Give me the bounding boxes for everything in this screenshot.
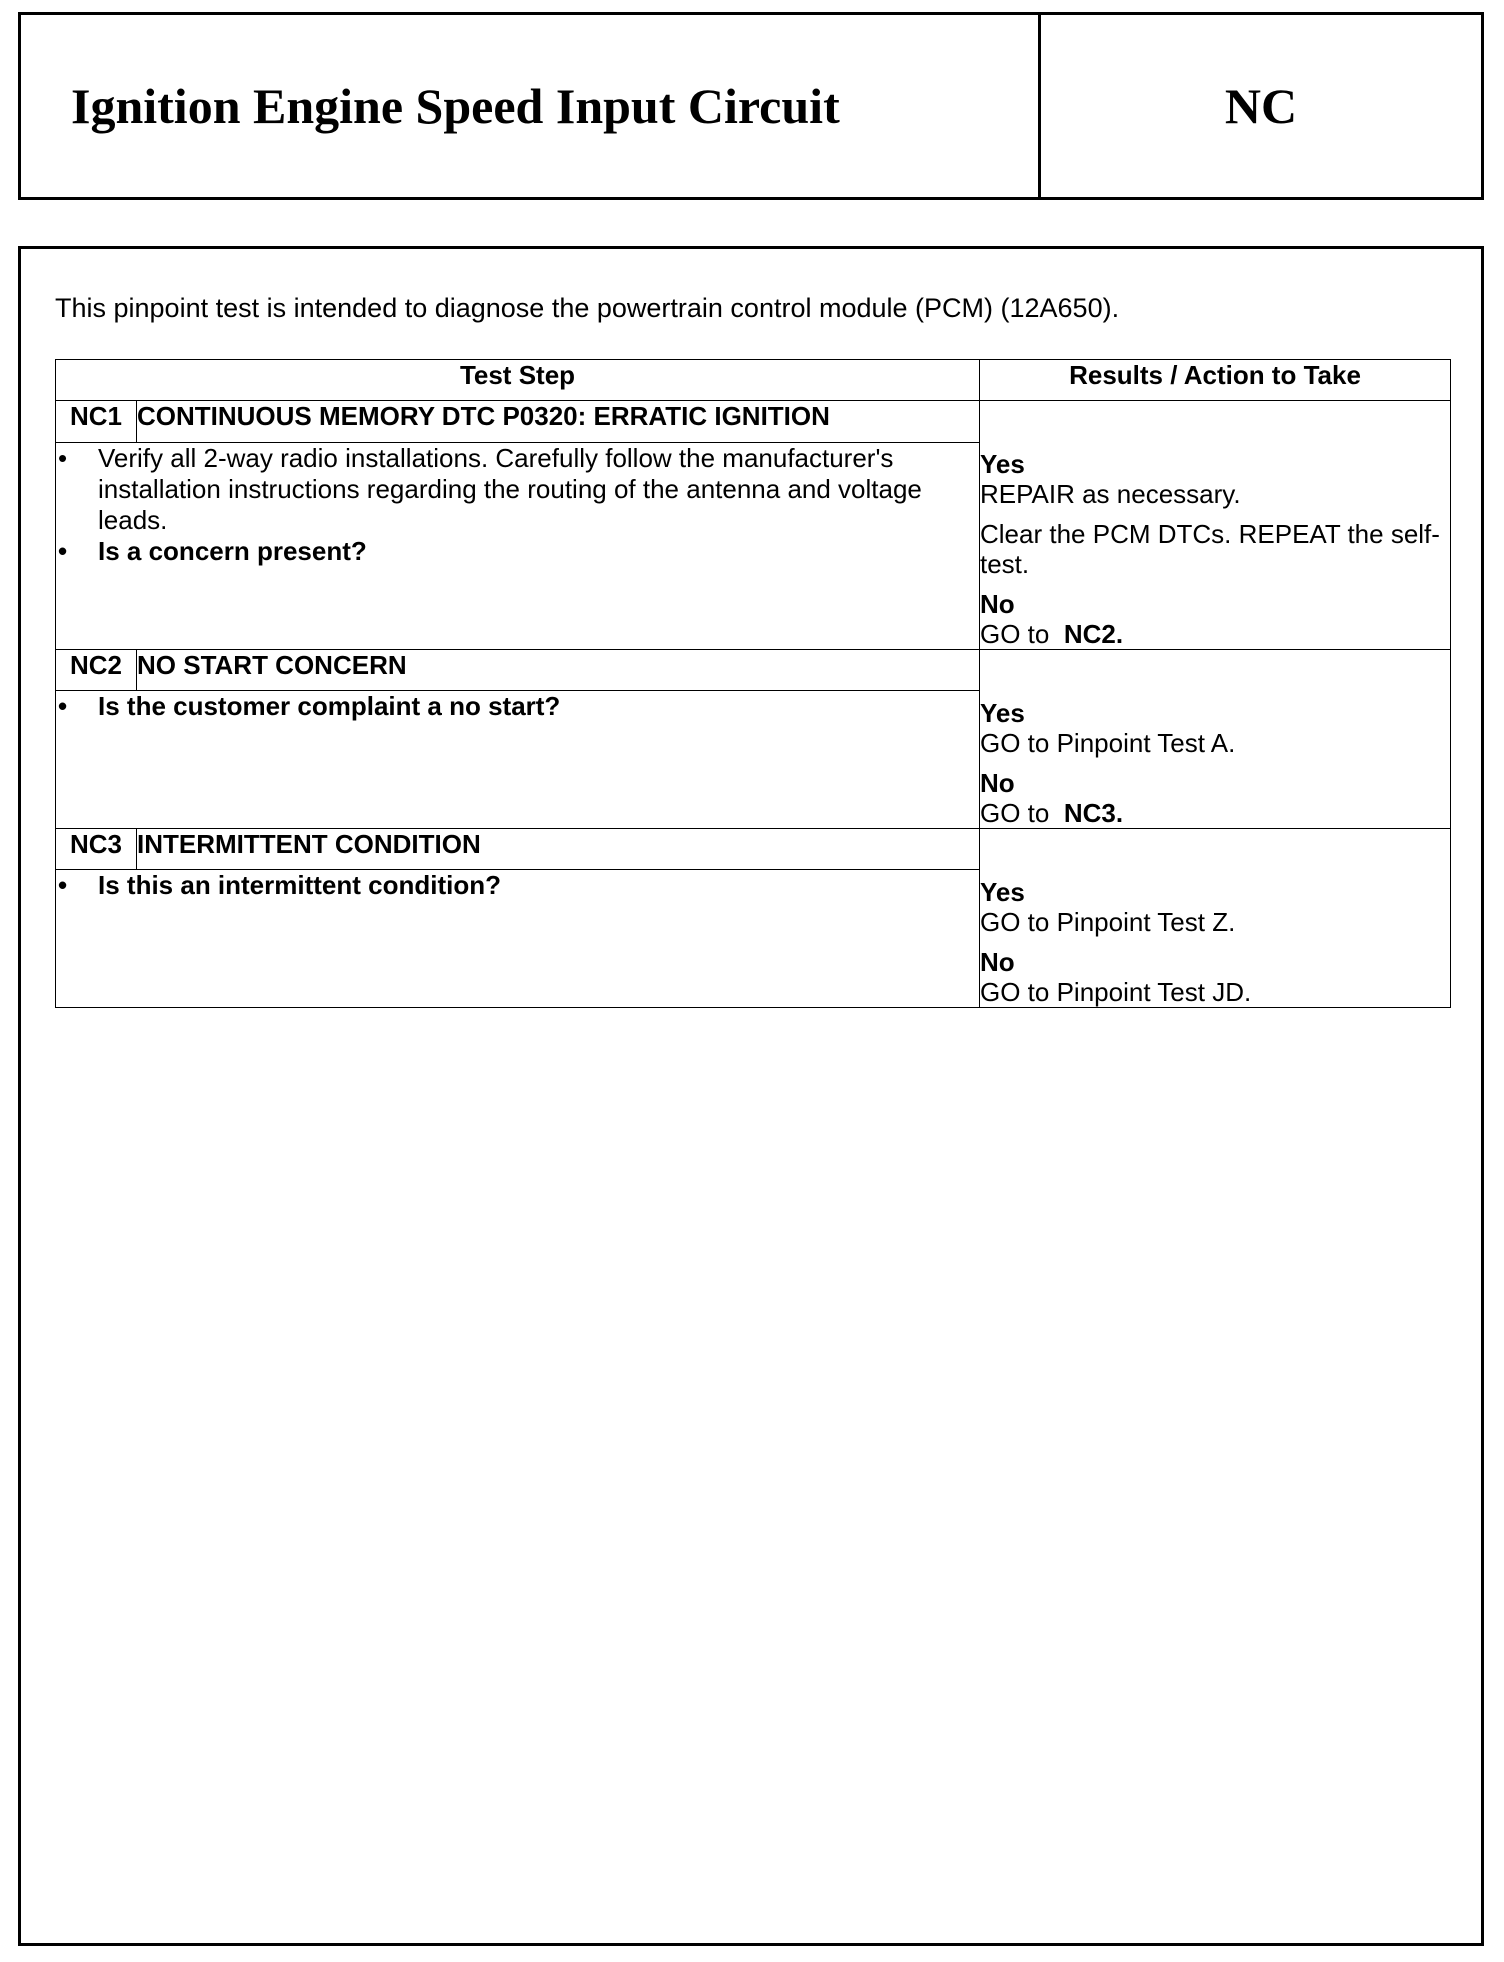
page-title: Ignition Engine Speed Input Circuit — [21, 15, 1041, 197]
col-header-results: Results / Action to Take — [980, 360, 1451, 401]
step-title-row — [56, 650, 1451, 691]
step-results — [980, 650, 1451, 829]
no-action — [980, 798, 1450, 828]
no-label: No — [980, 589, 1015, 619]
step-title: NO START CONCERN — [137, 650, 980, 691]
step-title: CONTINUOUS MEMORY DTC P0320: ERRATIC IGNITION — [137, 401, 980, 443]
step-bullets — [56, 870, 979, 901]
no-action — [980, 619, 1450, 649]
bullet-item: • Verify all 2-way radio installations. Carefully follow the manufacturer's installation instructions regarding the routing of the antenna and voltage leads. — [56, 443, 979, 536]
step-reference-link[interactable]: NC2. — [1063, 619, 1124, 649]
step-results — [980, 401, 1451, 650]
step-reference-link[interactable]: NC3. — [1063, 798, 1124, 828]
result-yes — [980, 698, 1450, 758]
step-title-row — [56, 401, 1451, 443]
step-bullets — [56, 691, 979, 722]
no-label: No — [980, 768, 1015, 798]
step-body — [56, 870, 980, 1008]
step-results — [980, 829, 1451, 1008]
test-step-table — [55, 359, 1451, 1008]
bullet-question: • Is this an intermittent condition? — [56, 870, 979, 901]
step-body — [56, 691, 980, 829]
result-no — [980, 589, 1450, 649]
step-body — [56, 443, 980, 650]
result-yes — [980, 877, 1450, 937]
result-no — [980, 947, 1450, 1007]
result-no — [980, 768, 1450, 828]
yes-label: Yes — [980, 449, 1025, 479]
step-id: NC2 — [56, 650, 137, 691]
no-action: GO to Pinpoint Test JD. — [980, 977, 1252, 1007]
result-yes-extra — [980, 519, 1450, 579]
no-action-text: GO to — [980, 798, 1050, 828]
yes-action: REPAIR as necessary. — [980, 479, 1241, 509]
yes-action: GO to Pinpoint Test Z. — [980, 907, 1236, 937]
bullet-question: • Is a concern present? — [56, 536, 979, 567]
test-code: NC — [1224, 78, 1298, 134]
step-id: NC1 — [56, 401, 137, 443]
yes-action-extra: Clear the PCM DTCs. REPEAT the self-test. — [980, 519, 1440, 579]
yes-label: Yes — [980, 877, 1025, 907]
no-action-text: GO to — [980, 619, 1050, 649]
yes-label: Yes — [980, 698, 1025, 728]
intro-text: This pinpoint test is intended to diagnose the powertrain control module (PCM) (12A650). — [55, 293, 1120, 323]
header-box — [18, 12, 1484, 200]
step-title-row — [56, 829, 1451, 870]
col-header-test-step: Test Step — [56, 360, 980, 401]
step-bullets — [56, 443, 979, 567]
main-content — [18, 246, 1484, 1946]
no-label: No — [980, 947, 1015, 977]
table-header-row — [56, 360, 1451, 401]
result-yes — [980, 449, 1450, 509]
step-title: INTERMITTENT CONDITION — [137, 829, 980, 870]
step-id: NC3 — [56, 829, 137, 870]
yes-action: GO to Pinpoint Test A. — [980, 728, 1236, 758]
bullet-question: • Is the customer complaint a no start? — [56, 691, 979, 722]
